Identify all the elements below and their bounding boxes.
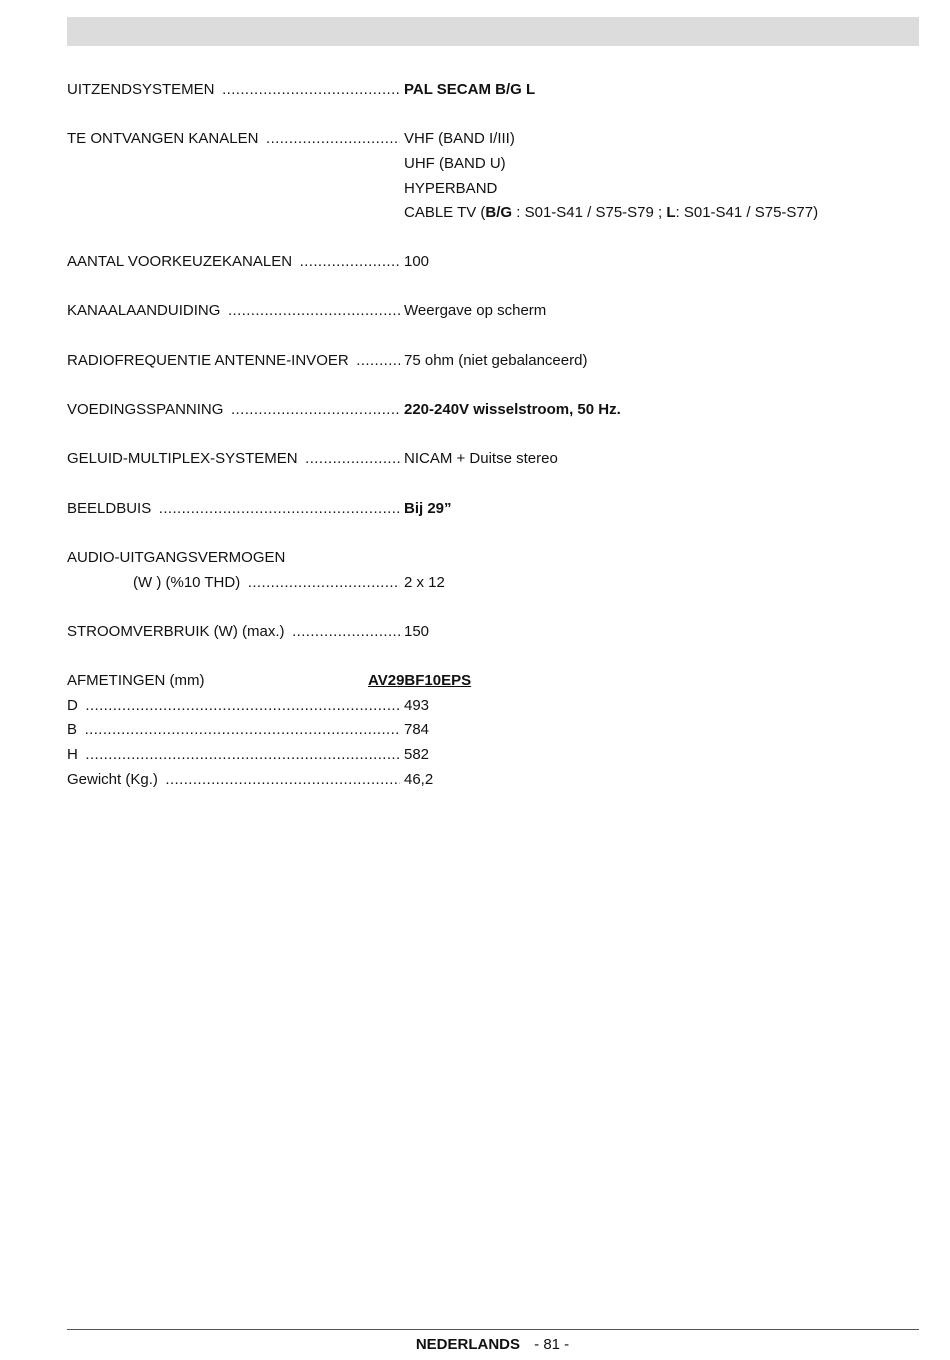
spec-value: 46,2 bbox=[404, 771, 434, 788]
spec-label: B bbox=[67, 721, 80, 738]
spec-label: VOEDINGSSPANNING bbox=[67, 401, 226, 418]
spec-label: UITZENDSYSTEMEN bbox=[67, 81, 218, 98]
cable-mid: : S01-S41 / S75-S79 ; bbox=[512, 204, 667, 221]
spec-value: VHF (BAND I/III) bbox=[404, 130, 515, 147]
spec-value: 75 ohm (niet gebalanceerd) bbox=[404, 352, 588, 369]
spec-value: 582 bbox=[404, 746, 430, 763]
model-number: AV29BF10EPS bbox=[368, 672, 472, 689]
spec-label: H bbox=[67, 746, 81, 763]
spec-value: HYPERBAND bbox=[404, 180, 498, 197]
spec-sublabel: (W ) (%10 THD) bbox=[67, 574, 243, 591]
spec-value: 220-240V wisselstroom, 50 Hz. bbox=[404, 401, 621, 418]
spec-value: 2 x 12 bbox=[404, 574, 445, 591]
header-bar bbox=[67, 17, 919, 46]
spec-label: GELUID-MULTIPLEX-SYSTEMEN bbox=[67, 450, 301, 467]
spec-label: KANAALAANDUIDING bbox=[67, 302, 223, 319]
spec-label: Gewicht (Kg.) bbox=[67, 771, 161, 788]
spec-label: TE ONTVANGEN KANALEN bbox=[67, 130, 261, 147]
page-footer bbox=[0, 1335, 950, 1355]
spec-value: Weergave op scherm bbox=[404, 302, 547, 319]
spec-value: 100 bbox=[404, 253, 430, 270]
spec-label: AUDIO-UITGANGSVERMOGEN bbox=[67, 549, 286, 566]
spec-row-afmetingen-heading bbox=[67, 671, 919, 691]
spec-label: D bbox=[67, 697, 81, 714]
spec-value bbox=[404, 203, 818, 223]
footer-language: NEDERLANDS bbox=[415, 1336, 520, 1353]
spec-value: Bij 29” bbox=[404, 500, 452, 517]
page-number: - 81 - bbox=[534, 1336, 570, 1353]
spec-label: BEELDBUIS bbox=[67, 500, 154, 517]
spec-value: NICAM + Duitse stereo bbox=[404, 450, 558, 467]
cable-bg: B/G bbox=[485, 204, 513, 221]
cable-prefix: CABLE TV ( bbox=[404, 204, 486, 221]
spec-label: AFMETINGEN (mm) bbox=[67, 672, 205, 689]
spec-label: RADIOFREQUENTIE ANTENNE-INVOER bbox=[67, 352, 352, 369]
spec-value: 493 bbox=[404, 697, 430, 714]
spec-value: UHF (BAND U) bbox=[404, 155, 506, 172]
footer-divider bbox=[67, 1329, 919, 1330]
cable-l: L bbox=[666, 204, 676, 221]
spec-row-audio-heading bbox=[67, 548, 285, 568]
spec-value: 784 bbox=[404, 721, 430, 738]
cable-end: : S01-S41 / S75-S77) bbox=[675, 204, 819, 221]
spec-value: PAL SECAM B/G L bbox=[404, 81, 536, 98]
spec-value: 150 bbox=[404, 623, 430, 640]
spec-label: STROOMVERBRUIK (W) (max.) bbox=[67, 623, 288, 640]
spec-label: AANTAL VOORKEUZEKANALEN bbox=[67, 253, 295, 270]
